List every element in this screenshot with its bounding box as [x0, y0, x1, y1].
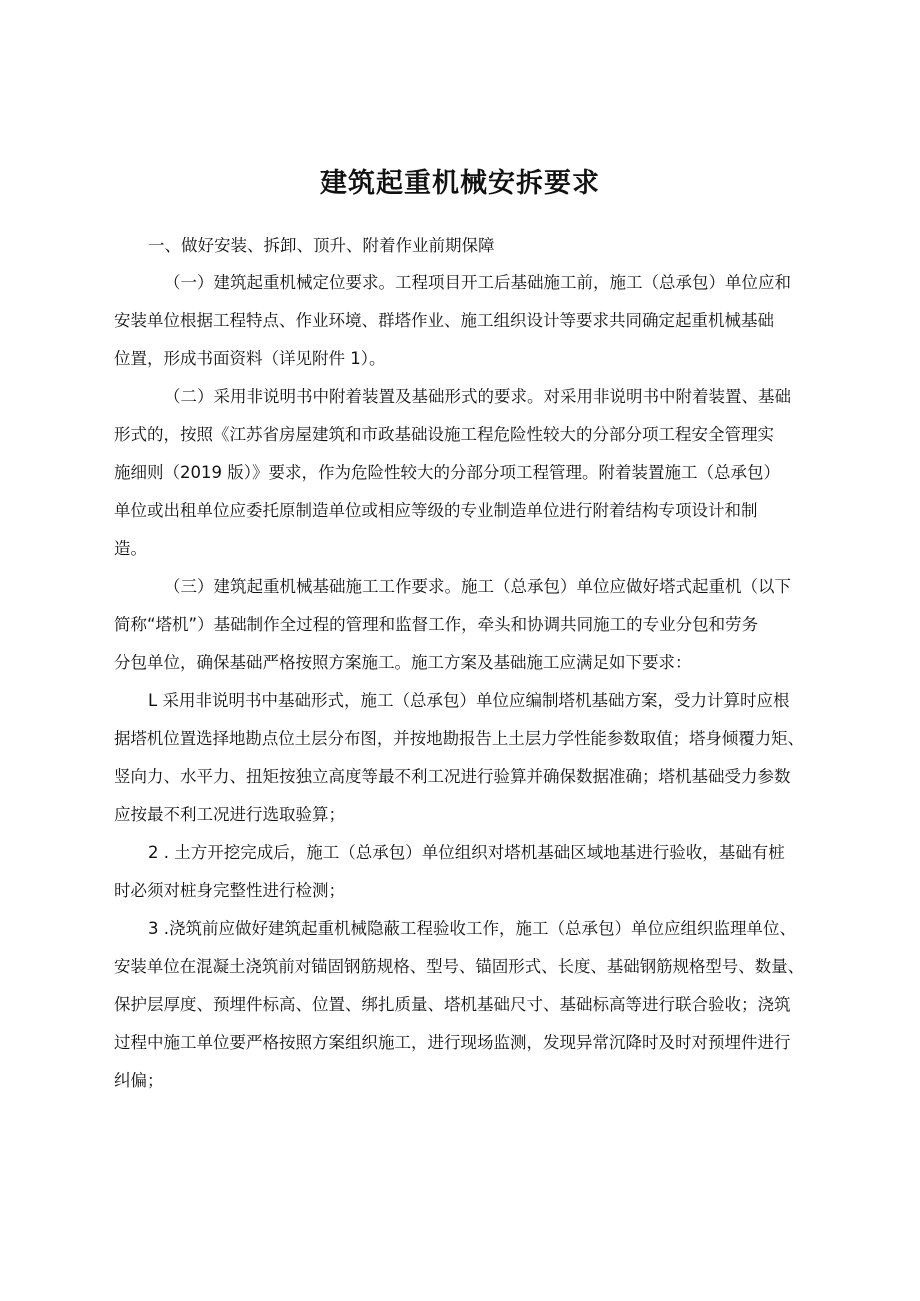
item-1-line-4: 应按最不利工况进行选取验算； [114, 805, 345, 824]
item-1-line-2: 据塔机位置选择地勘点位土层分布图，并按地勘报告上土层力学性能参数取值；塔身倾覆力矩、 [114, 729, 804, 748]
item-3-line-1: 3 .浇筑前应做好建筑起重机械隐蔽工程验收工作，施工（总承包）单位应组织监理单位、 [148, 919, 796, 938]
paragraph-1-line-2: 安装单位根据工程特点、作业环境、群塔作业、施工组织设计等要求共同确定起重机械基础 [114, 311, 774, 330]
section-heading-1: 一、做好安装、拆卸、顶升、附着作业前期保障 [148, 236, 495, 255]
paragraph-3-line-1: （三）建筑起重机械基础施工工作要求。施工（总承包）单位应做好塔式起重机（以下 [164, 577, 791, 596]
document-title: 建筑起重机械安拆要求 [320, 168, 600, 199]
item-2-line-2: 时必须对桩身完整性进行检测； [114, 881, 345, 900]
item-3-line-5: 纠偏； [114, 1071, 164, 1090]
paragraph-1-line-3: 位置，形成书面资料（详见附件 1）。 [114, 349, 386, 368]
paragraph-3-line-3: 分包单位，确保基础严格按照方案施工。施工方案及基础施工应满足如下要求： [114, 653, 692, 672]
paragraph-2-line-5: 造。 [114, 539, 147, 558]
paragraph-3-line-2: 简称“塔机”）基础制作全过程的管理和监督工作，牵头和协调共同施工的专业分包和劳务 [114, 615, 759, 634]
paragraph-2-line-3: 施细则（2019 版）》要求，作为危险性较大的分部分项工程管理。附着装置施工（总承包） [114, 463, 780, 482]
paragraph-2-line-2: 形式的，按照《江苏省房屋建筑和市政基础设施工程危险性较大的分部分项工程安全管理实 [114, 425, 774, 444]
paragraph-2-line-4: 单位或出租单位应委托原制造单位或相应等级的专业制造单位进行附着结构专项设计和制 [114, 501, 758, 520]
item-3-line-2: 安装单位在混凝土浇筑前对锚固钢筋规格、型号、锚固形式、长度、基础钢筋规格型号、数量、 [114, 957, 804, 976]
item-3-line-3: 保护层厚度、预埋件标高、位置、绑扎质量、塔机基础尺寸、基础标高等进行联合验收；浇筑 [114, 995, 791, 1014]
item-1-line-1: L 采用非说明书中基础形式，施工（总承包）单位应编制塔机基础方案，受力计算时应根 [148, 691, 790, 710]
item-2-line-1: 2 . 土方开挖完成后，施工（总承包）单位组织对塔机基础区域地基进行验收，基础有桩 [148, 843, 785, 862]
item-1-line-3: 竖向力、水平力、扭矩按独立高度等最不利工况进行验算并确保数据准确；塔机基础受力参数 [114, 767, 791, 786]
paragraph-2-line-1: （二）采用非说明书中附着装置及基础形式的要求。对采用非说明书中附着装置、基础 [164, 387, 791, 406]
item-3-line-4: 过程中施工单位要严格按照方案组织施工，进行现场监测，发现异常沉降时及时对预埋件进行 [114, 1033, 791, 1052]
paragraph-1-line-1: （一）建筑起重机械定位要求。工程项目开工后基础施工前，施工（总承包）单位应和 [164, 273, 791, 292]
